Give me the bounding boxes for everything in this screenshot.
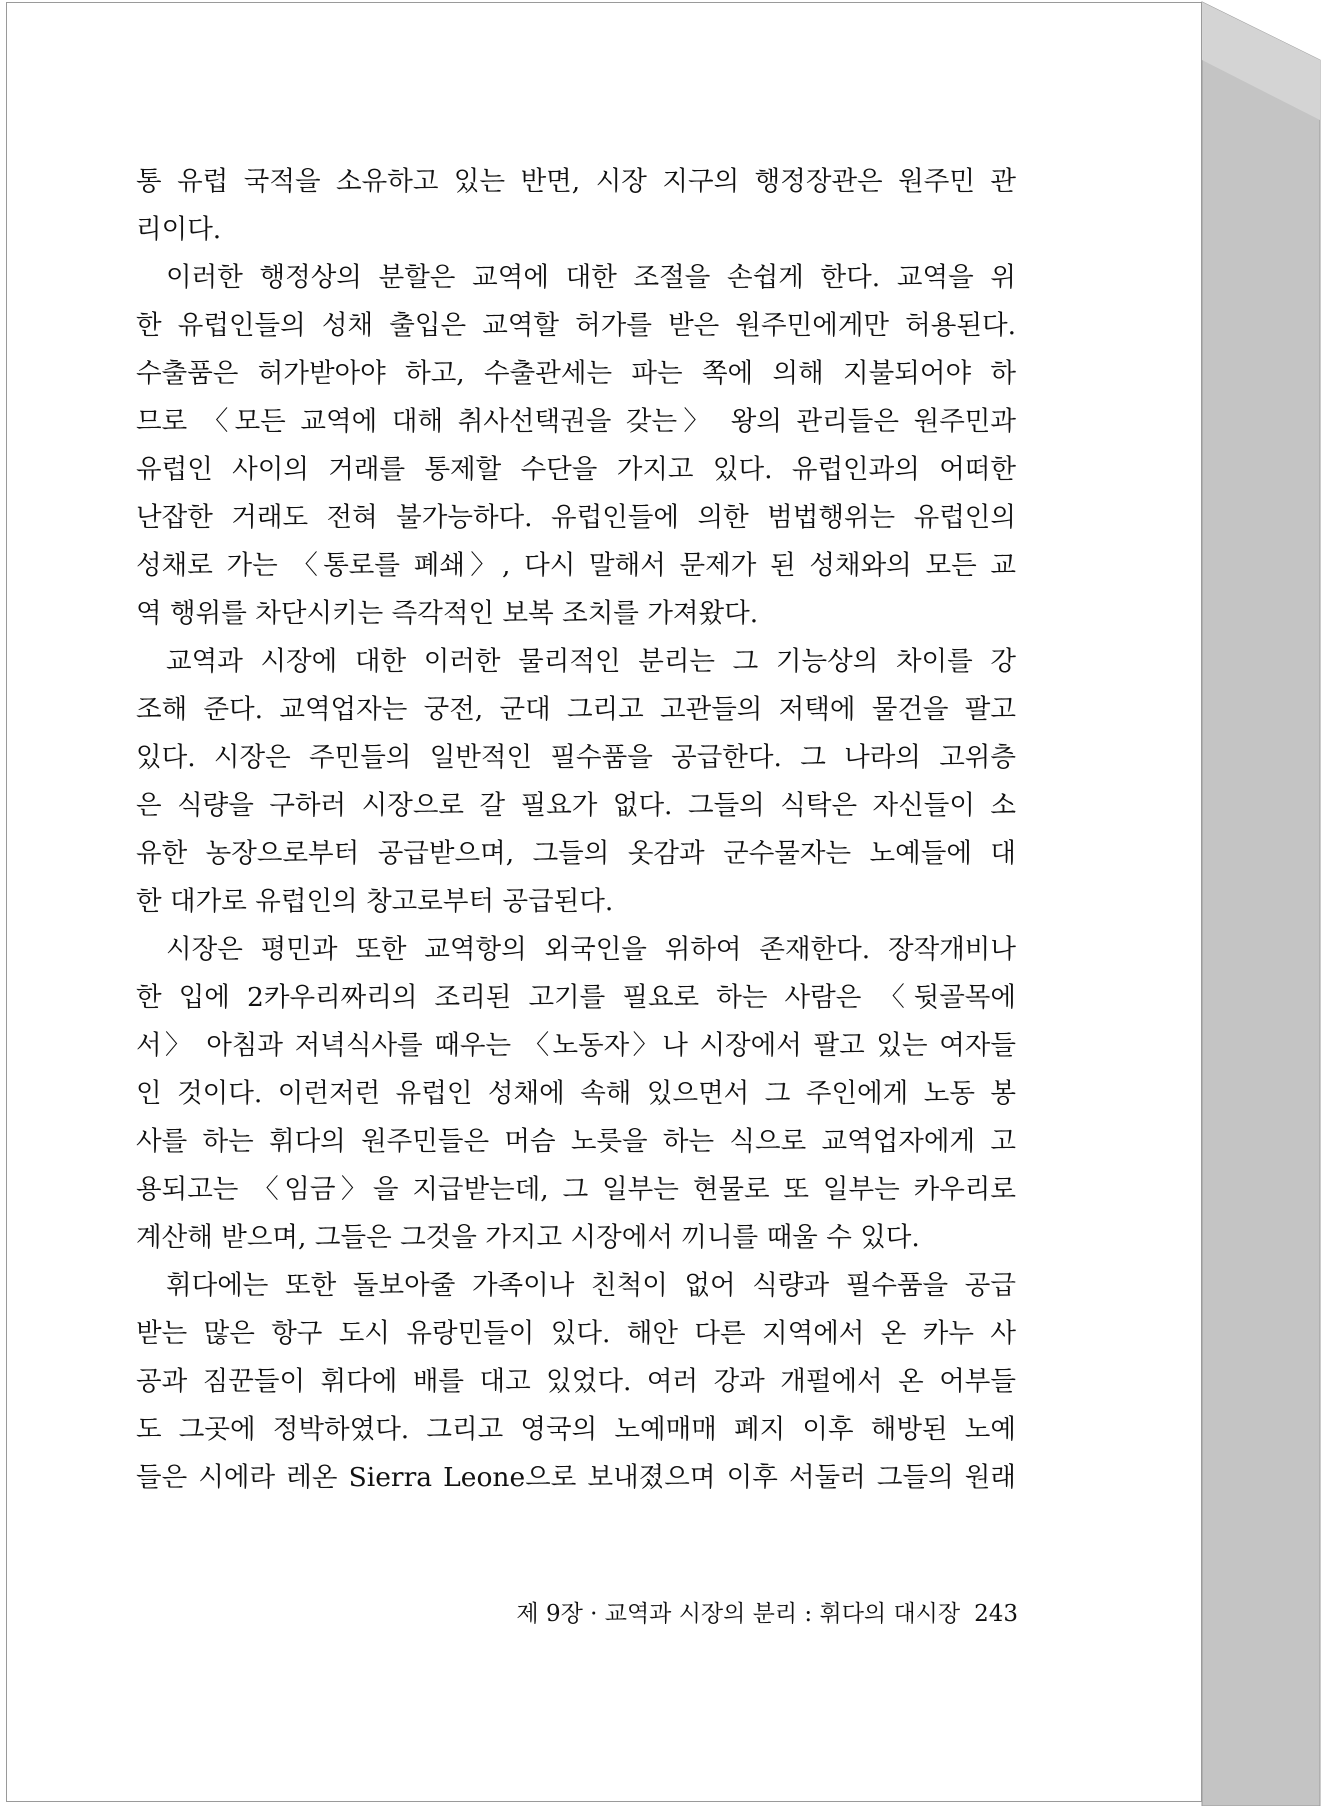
text-line: 시장은 평민과 또한 교역항의 외국인을 위하여 존재한다. 장작개비나 — [166, 934, 1016, 965]
text-line: 유럽인 사이의 거래를 통제할 수단을 가지고 있다. 유럽인과의 어떠한 — [136, 454, 1016, 485]
text-line: 휘다에는 또한 돌보아줄 가족이나 친척이 없어 식량과 필수품을 공급 — [166, 1270, 1016, 1301]
text-line: 한 입에 2카우리짜리의 조리된 고기를 필요로 하는 사람은 〈뒷골목에 — [136, 982, 1016, 1013]
text-line: 한 유럽인들의 성채 출입은 교역할 허가를 받은 원주민에게만 허용된다. — [136, 310, 1016, 341]
text-line: 한 대가로 유럽인의 창고로부터 공급된다. — [136, 886, 614, 917]
text-line: 유한 농장으로부터 공급받으며, 그들의 옷감과 군수물자는 노예들에 대 — [136, 838, 1016, 869]
text-line: 도 그곳에 정박하였다. 그리고 영국의 노예매매 폐지 이후 해방된 노예 — [136, 1414, 1016, 1445]
text-line: 성채로 가는 〈통로를 폐쇄〉, 다시 말해서 문제가 된 성채와의 모든 교 — [136, 550, 1016, 581]
text-line: 계산해 받으며, 그들은 그것을 가지고 시장에서 끼니를 때울 수 있다. — [136, 1222, 920, 1253]
text-line: 므로 〈모든 교역에 대해 취사선택권을 갖는〉 왕의 관리들은 원주민과 — [136, 406, 1016, 437]
page-number: 243 — [974, 1601, 1018, 1627]
text-line: 통 유럽 국적을 소유하고 있는 반면, 시장 지구의 행정장관은 원주민 관 — [136, 166, 1016, 197]
text-line: 교역과 시장에 대한 이러한 물리적인 분리는 그 기능상의 차이를 강 — [166, 646, 1016, 677]
text-line: 조해 준다. 교역업자는 궁전, 군대 그리고 고관들의 저택에 물건을 팔고 — [136, 694, 1016, 725]
text-line: 리이다. — [136, 214, 222, 245]
text-line: 사를 하는 휘다의 원주민들은 머슴 노릇을 하는 식으로 교역업자에게 고 — [136, 1126, 1016, 1157]
text-line: 받는 많은 항구 도시 유랑민들이 있다. 해안 다른 지역에서 온 카누 사 — [136, 1318, 1016, 1349]
text-line: 이러한 행정상의 분할은 교역에 대한 조절을 손쉽게 한다. 교역을 위 — [166, 262, 1016, 293]
text-line: 공과 짐꾼들이 휘다에 배를 대고 있었다. 여러 강과 개펄에서 온 어부들 — [136, 1366, 1016, 1397]
text-line: 들은 시에라 레온 Sierra Leone으로 보내졌으며 이후 서둘러 그들의 원래 — [136, 1462, 1016, 1493]
text-line: 서〉 아침과 저녁식사를 때우는 〈노동자〉나 시장에서 팔고 있는 여자들 — [136, 1030, 1016, 1061]
page-footer — [478, 1594, 1018, 1634]
text-line: 용되고는 〈임금〉을 지급받는데, 그 일부는 현물로 또 일부는 카우리로 — [136, 1174, 1016, 1205]
text-line: 인 것이다. 이런저런 유럽인 성채에 속해 있으면서 그 주인에게 노동 봉 — [136, 1078, 1016, 1109]
text-line: 난잡한 거래도 전혀 불가능하다. 유럽인들에 의한 범법행위는 유럽인의 — [136, 502, 1016, 533]
body-text — [136, 158, 1016, 1502]
text-line: 역 행위를 차단시키는 즉각적인 보복 조치를 가져왔다. — [136, 598, 759, 629]
running-title: 제 9장 · 교역과 시장의 분리 : 휘다의 대시장 — [516, 1601, 961, 1627]
text-line: 있다. 시장은 주민들의 일반적인 필수품을 공급한다. 그 나라의 고위층 — [136, 742, 1016, 773]
text-line: 수출품은 허가받아야 하고, 수출관세는 파는 쪽에 의해 지불되어야 하 — [136, 358, 1016, 389]
text-line: 은 식량을 구하러 시장으로 갈 필요가 없다. 그들의 식탁은 자신들이 소 — [136, 790, 1016, 821]
